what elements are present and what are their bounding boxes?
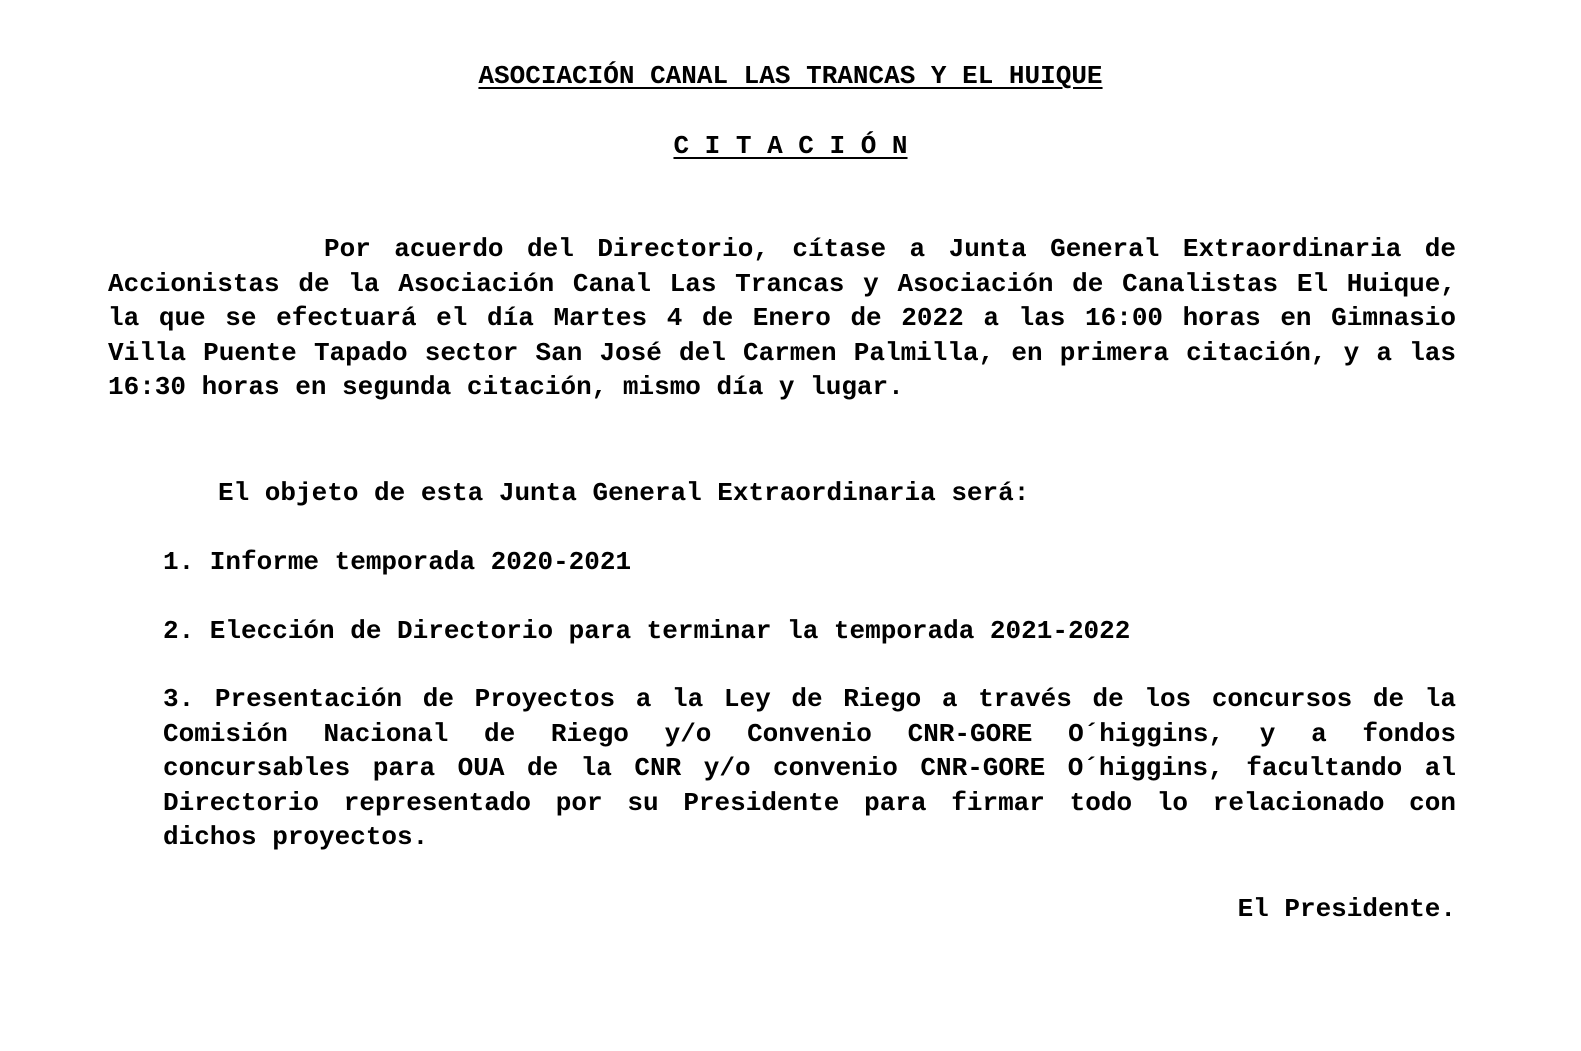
document-title-block <box>0 58 1581 94</box>
document-title: ASOCIACIÓN CANAL LAS TRANCAS Y EL HUIQUE <box>478 61 1103 91</box>
document-subtitle-block <box>0 128 1581 164</box>
signature-line: El Presidente. <box>1237 894 1456 924</box>
intro-paragraph: Por acuerdo del Directorio, cítase a Junta General Extraordinaria de Accionistas de la Asociación Canal Las Trancas y Asociación de Canalistas El Huique, la que se efectuará el día Martes 4 de Enero de 2022 a las 16:00 horas en Gimnasio Villa Puente Tapado sector San José del Carmen Palmilla, en primera citación, y a las 16:30 horas en segunda citación, mismo día y lugar. <box>108 234 1456 403</box>
document-subtitle: C I T A C I Ó N <box>673 131 908 161</box>
agenda-item-1: 1. Informe temporada 2020-2021 <box>163 547 632 577</box>
agenda-item-3: 3. Presentación de Proyectos a la Ley de Riego a través de los concursos de la Comisión Nacional de Riego y/o Convenio CNR-GORE O´higgins, y a fondos concursables para OUA de la CNR y/o convenio CNR-GORE O´higgins, facultando al Directorio representado por su Presidente para firmar todo lo relacionado con dichos proyectos. <box>163 684 1456 853</box>
agenda-item-2: 2. Elección de Directorio para terminar la temporada 2021-2022 <box>163 616 1131 646</box>
objeto-line: El objeto de esta Junta General Extraordinaria será: <box>218 478 1030 508</box>
